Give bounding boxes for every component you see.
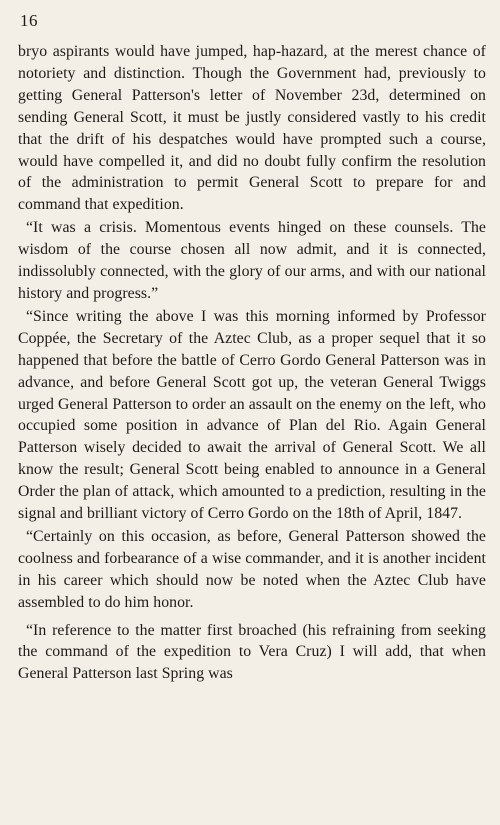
page-number: 16 (20, 11, 38, 30)
paragraph-vera-cruz: “In reference to the matter first broached (his refraining from seeking the command of the expedition to Vera Cruz) I will add, that when General Patterson last Spring was (18, 621, 486, 683)
paragraph-aztec-club-honor: “Certainly on this occasion, as before, General Patterson showed the coolness and forbearance of a wise commander, and it is another incident in his career which should now be noted when the Aztec Club have assembled to do him honor. (18, 527, 486, 611)
paragraph-crisis: “It was a crisis. Momentous events hinged on these counsels. The wisdom of the course chosen all now admit, and it is connected, indissolubly connected, with the glory of our arms, and with our national history and progress.” (18, 219, 486, 302)
paragraph-continuation: bryo aspirants would have jumped, hap-hazard, at the merest chance of notoriety and distinction. Though the Government had, previously to getting General Patterson's letter of November 23d, determined on sending General Scott, it must be justly considered vastly to his credit that the drift of his despatches would have prompted such a course, would have compelled it, and did no doubt fully confirm the resolution of the administration to permit General Scott to prepare for and command that expedition. (18, 43, 486, 214)
paragraph-cerro-gordo: “Since writing the above I was this morning informed by Professor Coppée, the Secretary of the Aztec Club, as a proper sequel that it so happened that before the battle of Cerro Gordo General Patterson was in advance, and before General Scott got up, the veteran General Twiggs urged General Patterson to order an assault on the enemy on the left, who occupied some position in advance of Plan del Rio. Again General Patterson wisely decided to await the arrival of General Scott. We all know the result; General Scott being enabled to announce in a General Order the plan of attack, which amounted to a prediction, resulting in the signal and brilliant victory of Cerro Gordo on the 18th of April, 1847. (18, 307, 486, 523)
